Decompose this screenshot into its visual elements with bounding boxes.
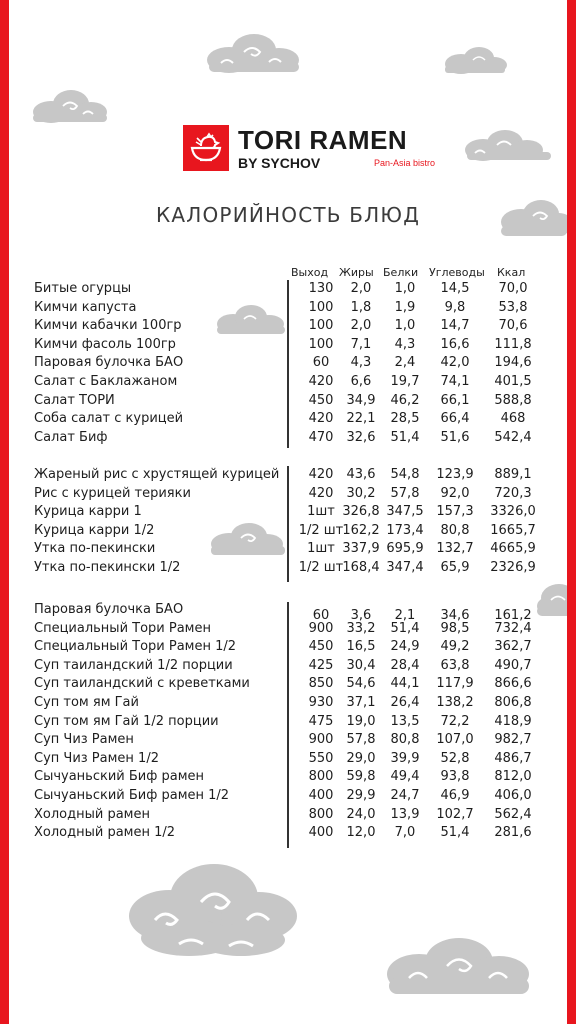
table-row: [9, 732, 567, 750]
cell-name: Специальный Тори Рамен: [34, 620, 211, 636]
cell-out: 420: [308, 467, 334, 482]
cell-out: 400: [308, 825, 334, 841]
cell-out: 420: [308, 411, 334, 427]
cell-carbs: 123,9: [436, 467, 474, 482]
table-row: [9, 411, 567, 429]
cell-out: 900: [308, 620, 334, 636]
cell-fat: 30,4: [346, 657, 376, 673]
cloud-icon: [379, 934, 539, 1004]
cell-carbs: 74,1: [440, 374, 470, 389]
cell-protein: 2,1: [394, 608, 416, 623]
table-row: [9, 541, 567, 559]
brand-logo: [183, 125, 436, 171]
cell-carbs: 49,2: [440, 639, 470, 655]
cell-name: Рис с курицей терияки: [34, 485, 191, 501]
cell-out: 470: [308, 429, 334, 445]
cell-protein: 49,4: [390, 769, 420, 785]
brand-sub: BY SYCHOV: [238, 155, 321, 171]
cell-name: Паровая булочка БАО: [34, 602, 184, 617]
cell-out: 450: [308, 392, 334, 408]
cell-out: 1шт: [307, 504, 335, 520]
cell-out: 420: [308, 485, 334, 501]
table-row: [9, 825, 567, 843]
cell-kcal: 70,6: [498, 318, 528, 334]
cell-carbs: 117,9: [436, 676, 474, 692]
cell-protein: 4,3: [394, 336, 416, 352]
cell-protein: 57,8: [390, 485, 420, 501]
cell-name: Суп Чиз Рамен: [34, 732, 134, 748]
cell-kcal: 732,4: [494, 620, 532, 636]
cell-fat: 3,6: [350, 608, 372, 623]
cell-fat: 2,0: [350, 318, 372, 334]
cell-fat: 37,1: [346, 695, 376, 710]
table-row: [9, 318, 567, 336]
cell-kcal: 468: [500, 411, 526, 427]
cell-carbs: 42,0: [440, 355, 470, 371]
table-row: [9, 695, 567, 713]
cell-protein: 13,5: [390, 713, 420, 729]
cell-kcal: 418,9: [494, 713, 532, 729]
cell-carbs: 80,8: [440, 522, 470, 538]
cloud-icon: [199, 28, 309, 78]
cell-name: Соба салат с курицей: [34, 411, 184, 427]
cell-kcal: 194,6: [494, 355, 532, 371]
cell-fat: 54,6: [346, 676, 376, 692]
cell-fat: 30,2: [346, 485, 376, 501]
table-row: [9, 769, 567, 787]
cell-kcal: 562,4: [494, 806, 532, 822]
cell-carbs: 51,4: [440, 825, 470, 841]
cell-protein: 1,0: [394, 318, 416, 334]
table-row: [9, 300, 567, 318]
cell-name: Салат Биф: [34, 429, 108, 445]
cell-carbs: 107,0: [436, 732, 474, 748]
cell-carbs: 14,5: [440, 281, 470, 296]
cell-out: 550: [308, 750, 334, 766]
cell-carbs: 34,6: [440, 608, 470, 623]
column-header-carbs: Углеводы: [429, 266, 485, 279]
cell-carbs: 66,4: [440, 411, 470, 427]
cell-out: 800: [308, 806, 334, 822]
cell-name: Паровая булочка БАО: [34, 355, 184, 371]
cell-out: 800: [308, 769, 334, 785]
cell-out: 1/2 шт: [298, 522, 344, 538]
cell-fat: 7,1: [350, 336, 372, 352]
table-row: [9, 486, 567, 504]
cell-out: 900: [308, 732, 334, 748]
cell-out: 1шт: [307, 541, 335, 557]
cell-name: Кимчи капуста: [34, 299, 137, 315]
cell-carbs: 102,7: [436, 806, 474, 822]
cell-fat: 12,0: [346, 825, 376, 841]
cell-name: Кимчи кабачки 100гр: [34, 318, 182, 334]
cell-kcal: 806,8: [494, 695, 532, 710]
cell-fat: 59,8: [346, 769, 376, 785]
cell-fat: 22,1: [346, 411, 376, 427]
cell-out: 450: [308, 639, 334, 655]
cell-out: 60: [312, 608, 330, 623]
cell-kcal: 406,0: [494, 788, 532, 803]
cell-carbs: 51,6: [440, 429, 470, 445]
cell-carbs: 16,6: [440, 336, 470, 352]
cell-name: Суп Чиз Рамен 1/2: [34, 750, 159, 766]
cell-kcal: 401,5: [494, 374, 532, 389]
cell-fat: 24,0: [346, 806, 376, 822]
cell-protein: 28,4: [390, 657, 420, 673]
cell-fat: 57,8: [346, 732, 376, 748]
cell-fat: 326,8: [342, 504, 380, 520]
cell-name: Сычуаньский Биф рамен: [34, 769, 205, 785]
cell-protein: 51,4: [390, 429, 420, 445]
cell-fat: 2,0: [350, 281, 372, 296]
table-row: [9, 602, 567, 623]
table-row: [9, 676, 567, 694]
cell-kcal: 281,6: [494, 825, 532, 841]
cell-out: 100: [308, 299, 334, 315]
cell-name: Курица карри 1: [34, 504, 142, 520]
table-row: [9, 337, 567, 355]
cell-out: 475: [308, 713, 334, 729]
cell-name: Салат ТОРИ: [34, 392, 115, 408]
table-row: [9, 621, 567, 639]
cell-fat: 43,6: [346, 467, 376, 482]
cell-protein: 54,8: [390, 467, 420, 482]
cell-protein: 24,9: [390, 639, 420, 655]
cell-protein: 13,9: [390, 806, 420, 822]
table-row: [9, 374, 567, 392]
brand-name: TORI RAMEN: [238, 125, 408, 155]
column-header-out: Выход: [291, 266, 329, 279]
cell-protein: 695,9: [386, 541, 424, 557]
cell-out: 425: [308, 657, 334, 673]
cell-out: 420: [308, 374, 334, 389]
cell-name: Салат с Баклажаном: [34, 374, 178, 389]
cell-kcal: 490,7: [494, 657, 532, 673]
cell-out: 400: [308, 788, 334, 803]
cell-protein: 2,4: [394, 355, 416, 371]
cell-kcal: 588,8: [494, 392, 532, 408]
cell-protein: 347,5: [386, 504, 424, 520]
table-row: [9, 393, 567, 411]
cell-protein: 19,7: [390, 374, 420, 389]
menu-page: [9, 0, 567, 1024]
cell-kcal: 542,4: [494, 429, 532, 445]
cell-name: Утка по-пекински 1/2: [34, 560, 181, 575]
table-row: [9, 658, 567, 676]
cell-out: 60: [312, 355, 330, 371]
cell-protein: 24,7: [390, 788, 420, 803]
cell-name: Специальный Тори Рамен 1/2: [34, 639, 237, 655]
cell-protein: 51,4: [390, 620, 420, 636]
cell-carbs: 72,2: [440, 713, 470, 729]
column-header-protein: Белки: [383, 266, 419, 279]
cell-name: Жареный рис с хрустящей курицей: [34, 467, 280, 482]
cloud-icon: [119, 856, 309, 964]
cell-carbs: 98,5: [440, 620, 470, 636]
cell-out: 100: [308, 336, 334, 352]
cell-kcal: 889,1: [494, 467, 532, 482]
cell-fat: 32,6: [346, 429, 376, 445]
cell-fat: 6,6: [350, 374, 372, 389]
brand-tagline: Pan-Asia bistro: [374, 158, 436, 168]
cell-fat: 337,9: [342, 541, 380, 557]
cell-carbs: 132,7: [436, 541, 474, 557]
cell-fat: 29,0: [346, 750, 376, 766]
cell-out: 850: [308, 676, 334, 692]
cell-carbs: 93,8: [440, 769, 470, 785]
cell-kcal: 111,8: [494, 336, 532, 352]
cell-name: Суп том ям Гай: [34, 695, 139, 710]
cell-fat: 162,2: [342, 522, 380, 538]
cell-kcal: 866,6: [494, 676, 532, 692]
cloud-icon: [439, 44, 509, 76]
cell-carbs: 63,8: [440, 657, 470, 673]
table-row: [9, 523, 567, 541]
cell-protein: 26,4: [390, 695, 420, 710]
table-row: [9, 807, 567, 825]
cell-kcal: 720,3: [494, 485, 532, 501]
cell-protein: 1,0: [394, 281, 416, 296]
cell-name: Суп таиландский 1/2 порции: [34, 657, 233, 673]
rooster-bowl-icon: [183, 125, 229, 171]
table-row: [9, 355, 567, 373]
cell-kcal: 1665,7: [490, 522, 536, 538]
cloud-icon: [459, 128, 559, 164]
cell-kcal: 53,8: [498, 299, 528, 315]
table-row: [9, 560, 567, 578]
cell-carbs: 52,8: [440, 750, 470, 766]
cell-name: Суп таиландский с креветками: [34, 676, 250, 692]
cell-name: Битые огурцы: [34, 281, 132, 296]
cell-name: Суп том ям Гай 1/2 порции: [34, 713, 219, 729]
cell-kcal: 161,2: [494, 608, 532, 623]
cell-carbs: 92,0: [440, 485, 470, 501]
cell-carbs: 66,1: [440, 392, 470, 408]
cell-name: Холодный рамен 1/2: [34, 825, 176, 841]
cell-kcal: 812,0: [494, 769, 532, 785]
cell-protein: 44,1: [390, 676, 420, 692]
table-row: [9, 788, 567, 806]
cloud-icon: [27, 86, 111, 128]
cell-carbs: 14,7: [440, 318, 470, 334]
table-row: [9, 751, 567, 769]
cell-fat: 4,3: [350, 355, 372, 371]
table-row: [9, 467, 567, 485]
cell-carbs: 65,9: [440, 560, 470, 575]
table-row: [9, 281, 567, 299]
cell-carbs: 46,9: [440, 788, 470, 803]
cell-protein: 7,0: [394, 825, 416, 841]
table-row: [9, 504, 567, 522]
cell-name: Кимчи фасоль 100гр: [34, 336, 176, 352]
cell-protein: 1,9: [394, 299, 416, 315]
cell-name: Сычуаньский Биф рамен 1/2: [34, 788, 230, 803]
cell-out: 130: [308, 281, 334, 296]
cell-name: Курица карри 1/2: [34, 522, 155, 538]
cell-kcal: 982,7: [494, 732, 532, 748]
column-header-fat: Жиры: [339, 266, 374, 279]
table-row: [9, 714, 567, 732]
cell-name: Утка по-пекински: [34, 541, 156, 557]
cell-fat: 1,8: [350, 299, 372, 315]
cell-fat: 19,0: [346, 713, 376, 729]
cell-carbs: 138,2: [436, 695, 474, 710]
cell-out: 1/2 шт: [298, 560, 344, 575]
cell-carbs: 157,3: [436, 504, 474, 520]
cell-kcal: 3326,0: [490, 504, 536, 520]
cell-kcal: 362,7: [494, 639, 532, 655]
cell-kcal: 4665,9: [490, 541, 536, 557]
cell-protein: 28,5: [390, 411, 420, 427]
cell-out: 930: [308, 695, 334, 710]
cell-protein: 39,9: [390, 750, 420, 766]
cell-kcal: 70,0: [498, 281, 528, 296]
cell-fat: 168,4: [342, 560, 380, 575]
cell-protein: 80,8: [390, 732, 420, 748]
cell-fat: 29,9: [346, 788, 376, 803]
cell-fat: 16,5: [346, 639, 376, 655]
cell-name: Холодный рамен: [34, 806, 150, 822]
cell-protein: 347,4: [386, 560, 424, 575]
table-row: [9, 430, 567, 448]
cell-protein: 173,4: [386, 522, 424, 538]
cell-kcal: 2326,9: [490, 560, 536, 575]
page-title: КАЛОРИЙНОСТЬ БЛЮД: [155, 203, 421, 227]
column-header-kcal: Ккал: [497, 266, 526, 279]
table-row: [9, 639, 567, 657]
cell-out: 100: [308, 318, 334, 334]
cell-protein: 46,2: [390, 392, 420, 408]
cell-kcal: 486,7: [494, 750, 532, 766]
cell-fat: 34,9: [346, 392, 376, 408]
cell-carbs: 9,8: [444, 299, 466, 315]
cell-fat: 33,2: [346, 620, 376, 636]
